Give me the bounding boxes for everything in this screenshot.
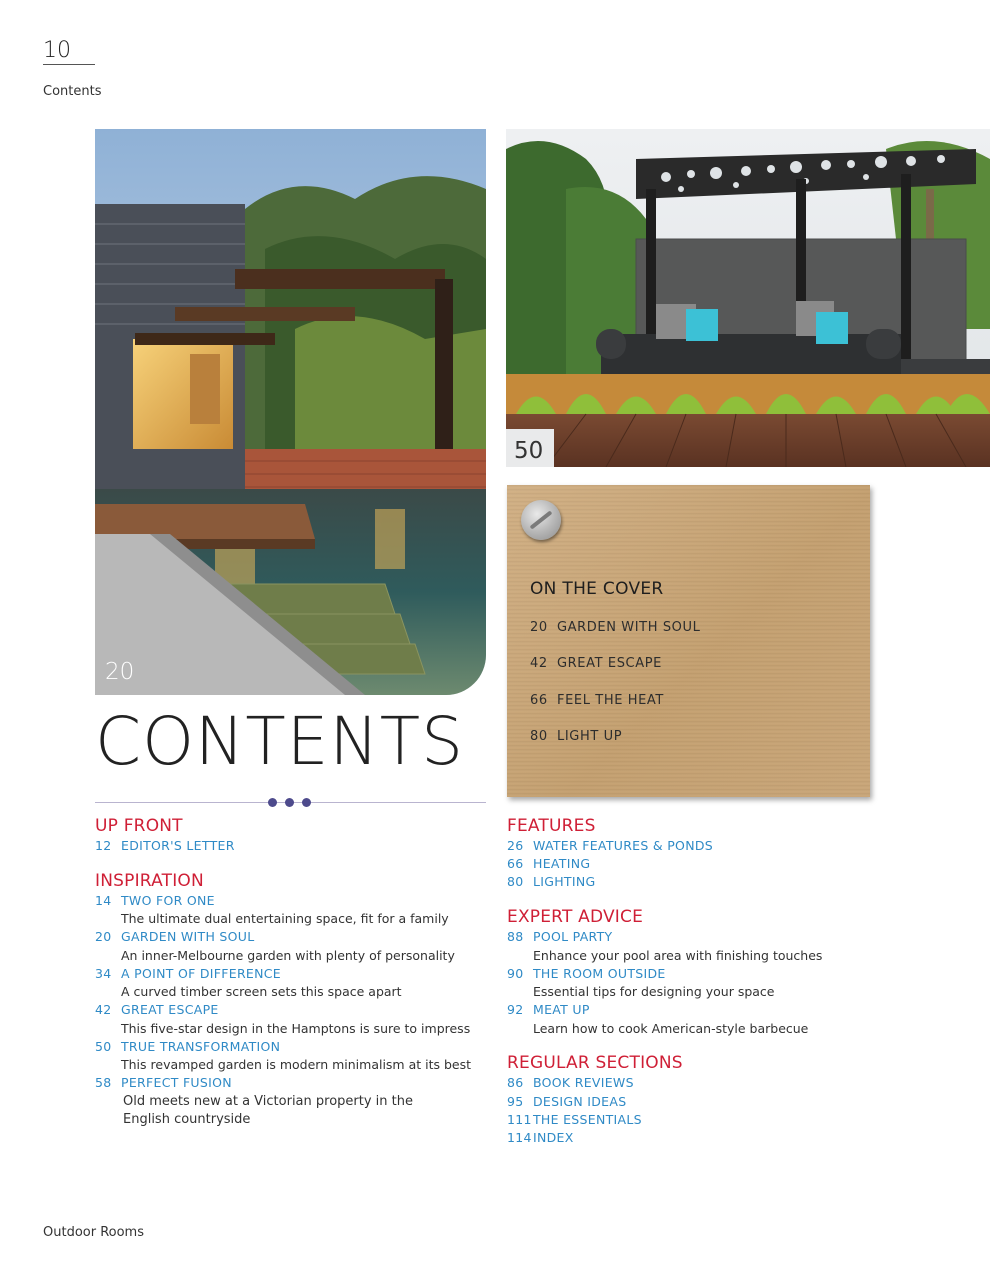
toc-entry[interactable]: 95 DESIGN IDEAS bbox=[507, 1094, 627, 1109]
toc-entry-description: The ultimate dual entertaining space, fit for a family bbox=[121, 911, 449, 926]
on-the-cover-panel bbox=[507, 485, 870, 797]
divider-dot bbox=[268, 798, 277, 807]
section-heading-inspiration: INSPIRATION bbox=[95, 871, 204, 891]
pool-photo-page-number: 20 bbox=[105, 659, 135, 685]
cover-photo-page-number: 50 bbox=[514, 438, 544, 464]
toc-entry[interactable]: 111THE ESSENTIALS bbox=[507, 1112, 642, 1127]
divider-dot bbox=[285, 798, 294, 807]
cover-item[interactable]: 66 FEEL THE HEAT bbox=[530, 693, 664, 708]
magazine-footer: Outdoor Rooms bbox=[43, 1225, 144, 1240]
pool-garden-photo[interactable] bbox=[95, 129, 486, 695]
toc-entry-description: An inner-Melbourne garden with plenty of personality bbox=[121, 948, 455, 963]
toc-entry[interactable]: 90 THE ROOM OUTSIDE bbox=[507, 966, 666, 981]
toc-entry[interactable]: 20 GARDEN WITH SOUL bbox=[95, 929, 255, 944]
running-section-title: Contents bbox=[43, 84, 102, 99]
toc-entry-description: Enhance your pool area with finishing touches bbox=[533, 948, 823, 963]
toc-entry-description: This revamped garden is modern minimalism at its best bbox=[121, 1057, 472, 1072]
toc-entry-description: A curved timber screen sets this space apart bbox=[121, 984, 402, 999]
cover-item[interactable]: 20 GARDEN WITH SOUL bbox=[530, 620, 701, 635]
toc-entry[interactable]: 88 POOL PARTY bbox=[507, 929, 613, 944]
toc-entry[interactable]: 12 EDITOR'S LETTER bbox=[95, 838, 235, 853]
cover-daybed-photo[interactable] bbox=[506, 129, 990, 467]
toc-entry[interactable]: 42 GREAT ESCAPE bbox=[95, 1002, 219, 1017]
on-the-cover-title: ON THE COVER bbox=[530, 579, 664, 599]
toc-entry[interactable]: 58 PERFECT FUSION bbox=[95, 1075, 232, 1090]
cover-item[interactable]: 80 LIGHT UP bbox=[530, 729, 623, 744]
section-heading-expert-advice: EXPERT ADVICE bbox=[507, 907, 644, 927]
toc-entry-description: Learn how to cook American-style barbecue bbox=[533, 1021, 809, 1036]
page-number-rule bbox=[43, 64, 95, 65]
toc-entry[interactable]: 50 TRUE TRANSFORMATION bbox=[95, 1039, 281, 1054]
toc-entry[interactable]: 114INDEX bbox=[507, 1130, 574, 1145]
toc-entry[interactable]: 92 MEAT UP bbox=[507, 1002, 590, 1017]
toc-entry-description: English countryside bbox=[123, 1112, 251, 1127]
toc-entry-description: Old meets new at a Victorian property in the bbox=[123, 1094, 413, 1109]
toc-entry[interactable]: 66 HEATING bbox=[507, 856, 591, 871]
toc-entry-description: Essential tips for designing your space bbox=[533, 984, 775, 999]
toc-entry[interactable]: 86 BOOK REVIEWS bbox=[507, 1075, 634, 1090]
screw-icon bbox=[521, 500, 561, 540]
divider-dot bbox=[302, 798, 311, 807]
toc-entry[interactable]: 14 TWO FOR ONE bbox=[95, 893, 215, 908]
toc-entry[interactable]: 34 A POINT OF DIFFERENCE bbox=[95, 966, 281, 981]
section-heading-regular-sections: REGULAR SECTIONS bbox=[507, 1053, 683, 1073]
toc-entry[interactable]: 80 LIGHTING bbox=[507, 874, 596, 889]
cover-daybed-illustration bbox=[506, 129, 990, 467]
cover-item[interactable]: 42 GREAT ESCAPE bbox=[530, 656, 662, 671]
page-number: 10 bbox=[43, 38, 71, 63]
contents-heading: CONTENTS bbox=[95, 703, 465, 780]
section-heading-features: FEATURES bbox=[507, 816, 596, 836]
toc-entry-description: This five-star design in the Hamptons is sure to impress bbox=[121, 1021, 471, 1036]
pool-garden-illustration bbox=[95, 129, 486, 695]
toc-entry[interactable]: 26 WATER FEATURES & PONDS bbox=[507, 838, 714, 853]
section-heading-up-front: UP FRONT bbox=[95, 816, 183, 836]
